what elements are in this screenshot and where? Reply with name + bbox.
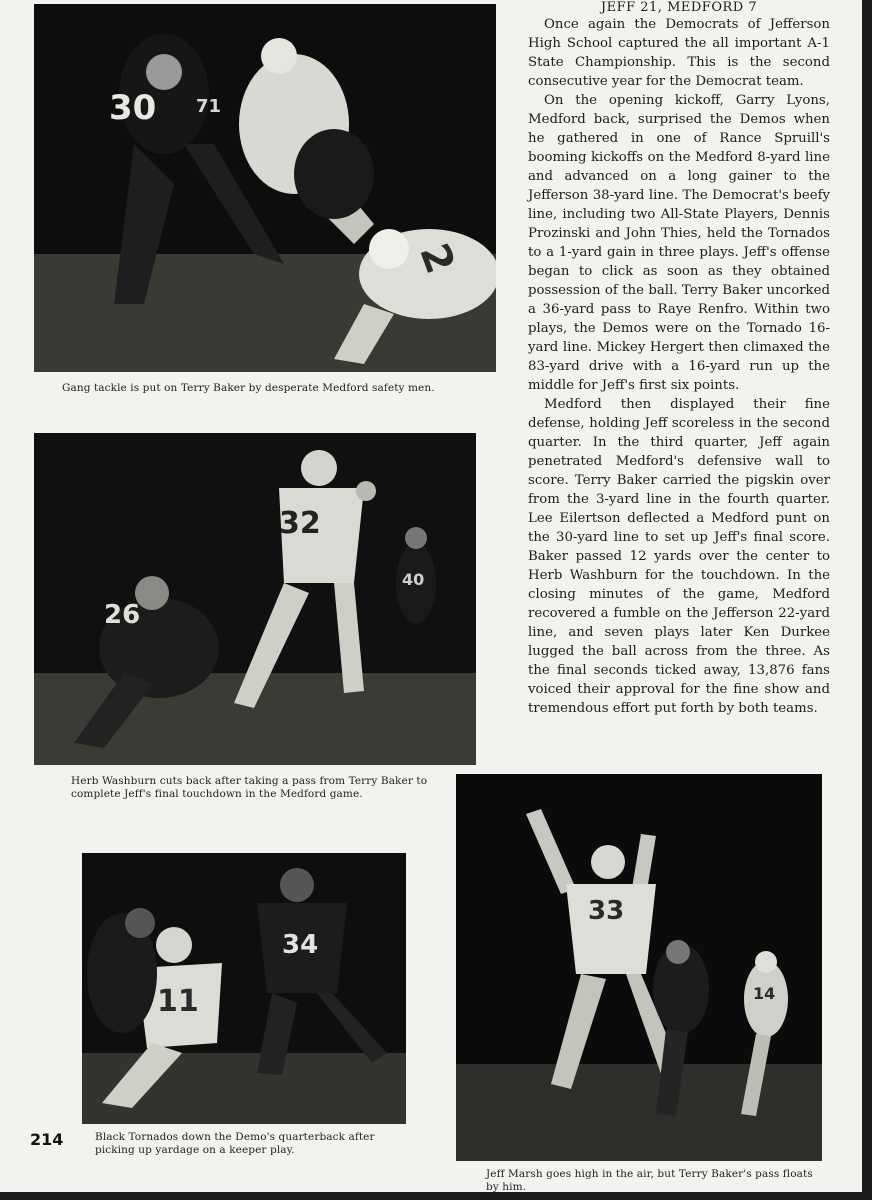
jersey-number: 71 bbox=[196, 96, 222, 117]
photo-marsh-leap bbox=[456, 774, 822, 1161]
photo-quarterback-tackle bbox=[82, 853, 406, 1124]
jersey-number: 30 bbox=[109, 88, 157, 128]
page-number: 214 bbox=[30, 1130, 64, 1149]
caption-photo-1: Gang tackle is put on Terry Baker by desperate Medford safety men. bbox=[62, 382, 435, 394]
jersey-number: 33 bbox=[588, 896, 625, 926]
photo-quarterback-tackle-image bbox=[82, 853, 406, 1124]
caption-photo-2: Herb Washburn cuts back after taking a pass from Terry Baker to complete Jeff's final touchdown in the Medford game. bbox=[71, 775, 428, 800]
jersey-number: 32 bbox=[279, 506, 321, 541]
caption-photo-3: Black Tornados down the Demo's quarterback after picking up yardage on a keeper play. bbox=[95, 1131, 375, 1156]
jersey-number: 11 bbox=[157, 984, 199, 1019]
game-article bbox=[528, 0, 830, 718]
jersey-number: 34 bbox=[282, 930, 319, 960]
jersey-number: 2 bbox=[410, 237, 464, 280]
caption-photo-4: Jeff Marsh goes high in the air, but Terry Baker's pass floats by him. bbox=[486, 1168, 813, 1193]
photo-gang-tackle bbox=[34, 4, 496, 372]
photo-washburn-catch bbox=[34, 433, 476, 765]
article-paragraph: Once again the Democrats of Jefferson High School captured the all important A-1 State Championship. This is the second consecutive year for the Democrat team. bbox=[528, 17, 830, 89]
jersey-number: 14 bbox=[753, 984, 776, 1003]
photo-marsh-leap-image bbox=[456, 774, 822, 1161]
jersey-number: 40 bbox=[402, 570, 425, 589]
article-headline: JEFF 21, MEDFORD 7 bbox=[600, 0, 758, 15]
article-paragraph: Medford then displayed their fine defense, holding Jeff scoreless in the second quarter. In the third quarter, Jeff again penetrated Medford's defensive wall to score. Terry Baker carried the pigskin over from the 3-yard line in the fourth quarter. Lee Eilertson deflected a Medford punt on the 30-yard line to set up Jeff's final score. Baker passed 12 yards over the center to Herb Washburn for the touchdown. In the closing minutes of the game, Medford recovered a fumble on the Jefferson 22-yard line, and seven plays later Ken Durkee lugged the ball across from the three. As the final seconds ticked away, 13,876 fans voiced their approval for the fine show and tremendous effort put forth by both teams. bbox=[528, 397, 830, 716]
photo-washburn-catch-image bbox=[34, 433, 476, 765]
photo-gang-tackle-image bbox=[34, 4, 496, 372]
article-paragraph: On the opening kickoff, Garry Lyons, Medford back, surprised the Demos when he gathered in one of Rance Spruill's booming kickoffs on the Medford 8-yard line and advanced on a long gainer to the Jefferson 38-yard line. The Democrat's beefy line, including two All-State Players, Dennis Prozinski and John Thies, held the Tornados to a 1-yard gain in three plays. Jeff's offense began to click as soon as they obtained possession of the ball. Terry Baker uncorked a 36-yard pass to Raye Renfro. Within two plays, the Demos were on the Tornado 16-yard line. Mickey Hergert then climaxed the 83-yard drive with a 16-yard run up the middle for Jeff's first six points. bbox=[528, 93, 830, 393]
jersey-number: 26 bbox=[104, 600, 141, 630]
